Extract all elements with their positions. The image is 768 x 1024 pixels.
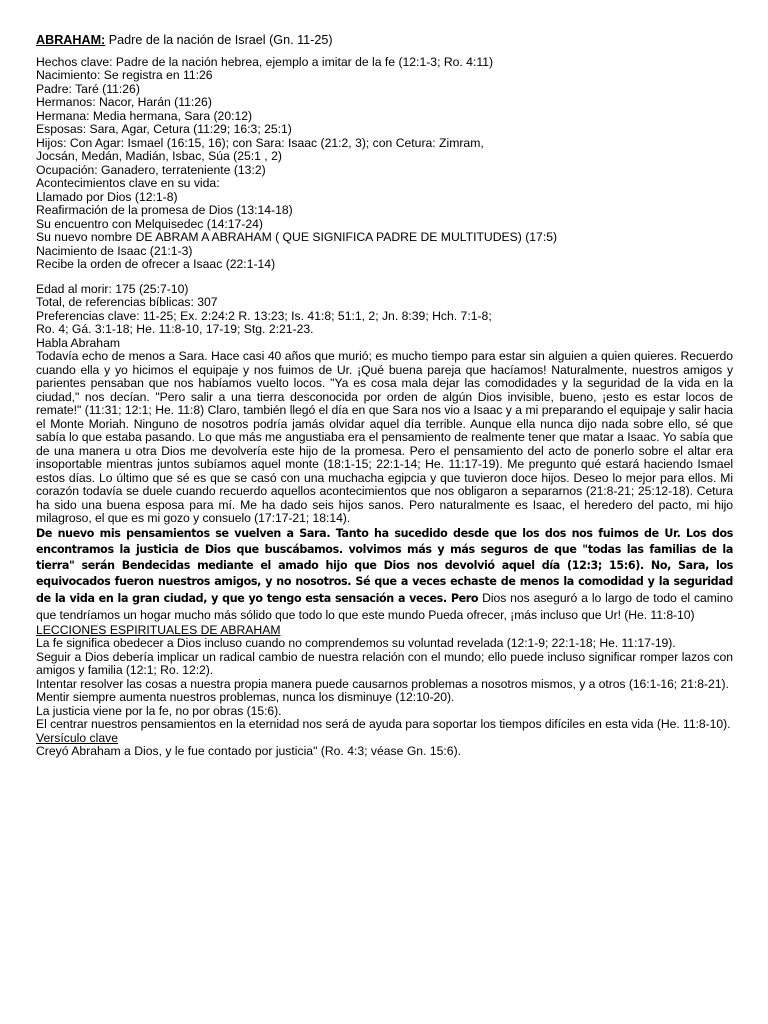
stat-line: Preferencias clave: 11-25; Ex. 2:24:2 R. 13:23; Is. 41:8; 51:1, 2; Jn. 8:39; Hch. 7:1-8; <box>36 308 492 323</box>
fact-line: Hijos: Con Agar: Ismael (16:15, 16); con Sara: Isaac (21:2, 3); con Cetura: Zimram, <box>36 135 484 150</box>
fact-line: Padre: Taré (11:26) <box>36 81 140 96</box>
lesson-item: Seguir a Dios debería implicar un radical cambio de nuestra relación con el mundo; ello puede incluso significar romper lazos con amigos y familia (12:1; Ro. 12:2). <box>36 649 733 677</box>
fact-line: Hermana: Media hermana, Sara (20:12) <box>36 108 253 123</box>
stat-line: Habla Abraham <box>36 335 121 350</box>
stat-line: Edad al morir: 175 (25:7-10) <box>36 281 189 296</box>
document-title <box>36 34 733 48</box>
fact-line: Reafirmación de la promesa de Dios (13:14-18) <box>36 203 293 217</box>
lesson-item: Intentar resolver las cosas a nuestra propia manera puede causarnos problemas a nosotros mismos, y a otros (16:1-16; 21:8-21). <box>36 676 729 691</box>
speech-paragraph: Todavía echo de menos a Sara. Hace casi 40 años que murió; es mucho tiempo para estar sin alguien a quien quieres. Recuerdo cuando ella y yo hicimos el equipaje y nos fuimos de Ur. ¡Qué buena pareja que hacíamos! Naturalmente, nuestros amigos y parientes pensaban que nos habíamos vuelto locos. "Ya es cosa mala dejar las comodidades y la seguridad de la vida en la ciudad," nos decían. "Pero salir a una tierra desconocida por orden de algún Dios invisible, bueno, ¡esto es estar locos de remate!" (11:31; 12:1; He. 11:8) Claro, también llegó el día en que Sara nos vio a Isaac y a mi preparando el equipaje y salir hacia el Monte Moriah. Ninguno de nosotros podría jamás olvidar aquel día terrible. Aunque ella nunca dijo nada sobre ello, sé que sabía lo que estaba pasando. Lo que más me angustiaba era el pensamiento de realmente tener que matar a Isaac. Yo sabía que de una manera u otra Dios me devolvería este hijo de la promesa. Pero el pensamiento del acto de ponerlo sobre el altar era insoportable mientras juntos subíamos aquel monte (18:1-15; 22:1-14; He. 11:17-19). Me pregunto qué estará haciendo Ismael estos días. Lo último que sé es que se casó con una muchacha egipcia y que tuvieron doce hijos. Deseo lo mejor para ellos. Mi corazón todavía se duele cuando recuerdo aquellos acontecimientos que nos obligaron a separarnos (21:8-21; 25:12-18). Cetura ha sido una buena esposa para mí. Me ha dado seis hijos sanos. Pero naturalmente es Isaac, el heredero del pacto, mi hijo milagroso, el que es mi gozo y consuelo (17:17-21; 18:14). <box>36 349 733 525</box>
fact-line: Hermanos: Nacor, Harán (11:26) <box>36 95 212 109</box>
key-verse-text: Creyó Abraham a Dios, y le fue contado por justicia" (Ro. 4:3; véase Gn. 15:6). <box>36 744 462 758</box>
fact-line: Esposas: Sara, Agar, Cetura (11:29; 16:3; 25:1) <box>36 122 292 136</box>
section-gap <box>36 272 733 283</box>
fact-line: Acontecimientos clave en su vida: <box>36 176 220 190</box>
fact-line: Recibe la orden de ofrecer a Isaac (22:1-14) <box>36 257 276 271</box>
lesson-item: Mentir siempre aumenta nuestros problemas, nunca los disminuye (12:10-20). <box>36 690 455 704</box>
facts-list <box>36 56 733 272</box>
title-name: ABRAHAM: <box>36 33 106 47</box>
stat-line: Ro. 4; Gá. 3:1-18; He. 11:8-10, 17-19; Stg. 2:21-23. <box>36 322 314 336</box>
speech-bold-text: De nuevo mis pensamientos se vuelven a Sara. Tanto ha sucedido desde que los dos nos fuimos de Ur. Los dos encontramos la justicia de Dios que buscábamos. volvimos más y más seguros de que "todas las familias de la tierra" serán Bendecidas mediante el amado hijo que Dios nos devolvió aquel día (12:3; 15:6). No, Sara, los equivocados fueron nuestros amigos, y no nosotros. Sé que a veces echaste de menos la comodidad y la seguridad de la vida en la gran ciudad, y que yo tengo esta sensación a veces. Pero <box>36 526 733 605</box>
fact-line: Nacimiento: Se registra en 11:26 <box>36 68 213 82</box>
lesson-item: El centrar nuestros pensamientos en la eternidad nos será de ayuda para soportar los tiempos difíciles en esta vida (He. 11:8-10). <box>36 717 731 731</box>
lessons-heading: LECCIONES ESPIRITUALES DE ABRAHAM <box>36 622 281 637</box>
fact-line: Su encuentro con Melquisedec (14:17-24) <box>36 216 263 231</box>
stats-list <box>36 283 733 351</box>
fact-line: Hechos clave: Padre de la nación hebrea, ejemplo a imitar de la fe (12:1-3; Ro. 4:11) <box>36 54 494 69</box>
title-subtitle: Padre de la nación de Israel (Gn. 11-25) <box>108 33 333 47</box>
speech-bold-paragraph <box>36 526 733 624</box>
lesson-item: La fe significa obedecer a Dios incluso cuando no comprendemos su voluntad revelada (12:1-9; 22:1-18; He. 11:17-19). <box>36 636 676 650</box>
fact-line: Nacimiento de Isaac (21:1-3) <box>36 243 193 258</box>
lesson-item: La justicia viene por la fe, no por obras (15:6). <box>36 703 282 718</box>
fact-line: Jocsán, Medán, Madián, Isbac, Súa (25:1 , 2) <box>36 149 282 163</box>
fact-line: Ocupación: Ganadero, terrateniente (13:2) <box>36 162 266 177</box>
fact-line: Llamado por Dios (12:1-8) <box>36 189 178 204</box>
stat-line: Total, de referencias bíblicas: 307 <box>36 295 218 309</box>
fact-line: Su nuevo nombre DE ABRAM A ABRAHAM ( QUE SIGNIFICA PADRE DE MULTITUDES) (17:5) <box>36 230 558 244</box>
key-verse-heading: Versículo clave <box>36 730 118 745</box>
document-page <box>36 34 733 759</box>
speech-tail-text: Dios nos aseguró a lo largo de todo el camino que tendríamos un hogar mucho más sólido que todo lo que este mundo Pueda ofrecer, ¡más incluso que Ur! (He. 11:8-10) <box>36 590 733 622</box>
